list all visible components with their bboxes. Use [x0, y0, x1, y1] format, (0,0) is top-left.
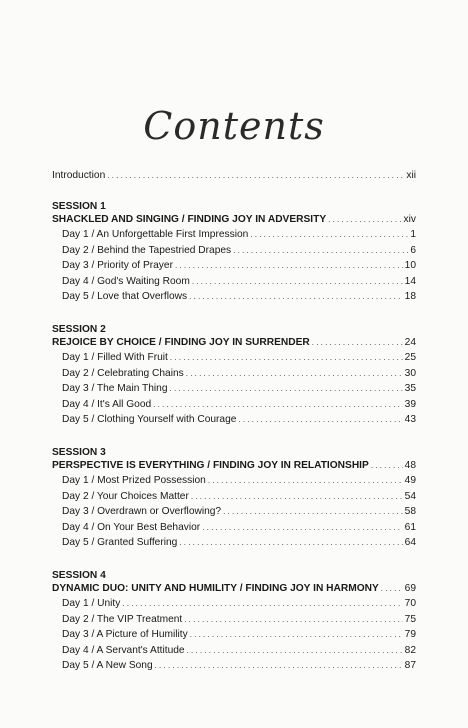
entry-label: Day 4 / A Servant's Attitude [62, 644, 185, 656]
section-spacer [52, 553, 416, 568]
page-title: Contents [143, 104, 325, 148]
entry-page-number: 61 [404, 521, 416, 533]
entry-label: Day 2 / The VIP Treatment [62, 613, 183, 625]
leader-dots [170, 383, 403, 394]
session-block [52, 568, 416, 676]
toc-entry-day [52, 629, 416, 645]
entry-label: Day 5 / A New Song [62, 660, 153, 671]
entry-page-number: 39 [404, 398, 416, 410]
leader-dots [223, 506, 403, 517]
entry-page-number: 79 [404, 629, 416, 640]
entry-label: Day 4 / God's Waiting Room [62, 275, 190, 287]
session-title [52, 583, 416, 599]
session-title [52, 214, 416, 230]
leader-dots [192, 276, 403, 287]
entry-label: SHACKLED AND SINGING / FINDING JOY IN ADVERSITY [52, 213, 327, 225]
session-block [52, 322, 416, 430]
leader-dots [250, 229, 408, 240]
entry-page-number: 54 [404, 490, 416, 502]
leader-dots [371, 460, 403, 471]
toc-entry-day [52, 352, 416, 368]
entry-label: Day 3 / A Picture of Humility [62, 629, 188, 640]
toc-entry-day [52, 491, 416, 507]
toc-entry-day [52, 276, 416, 292]
entry-page-number: 64 [404, 537, 416, 548]
entry-page-number: 6 [410, 244, 416, 256]
toc-entry-day [52, 660, 416, 676]
session-label: SESSION 1 [52, 200, 106, 212]
entry-page-number: xiv [403, 213, 416, 225]
entry-page-number: xii [406, 170, 416, 181]
entry-label: Day 3 / Priority of Prayer [62, 260, 173, 271]
session-label: SESSION 4 [52, 569, 106, 581]
entry-page-number: 87 [404, 660, 416, 671]
toc-entry-day [52, 522, 416, 538]
toc-entry-day [52, 260, 416, 276]
entry-page-number: 49 [404, 475, 416, 486]
toc-entry-day [52, 368, 416, 384]
leader-dots [184, 614, 402, 625]
entry-label: Day 1 / Most Prized Possession [62, 475, 206, 486]
entry-page-number: 1 [410, 229, 416, 240]
leader-dots [153, 399, 403, 410]
entry-label: Day 2 / Celebrating Chains [62, 367, 184, 379]
leader-dots [179, 537, 402, 548]
leader-dots [233, 245, 408, 256]
entry-label: PERSPECTIVE IS EVERYTHING / FINDING JOY IN RELATIONSHIP [52, 459, 369, 471]
leader-dots [312, 337, 403, 348]
session-label: SESSION 3 [52, 446, 106, 458]
toc-entry-day [52, 475, 416, 491]
entry-label: Day 3 / The Main Thing [62, 383, 168, 394]
entry-page-number: 75 [404, 613, 416, 625]
entry-page-number: 70 [404, 598, 416, 609]
session-title [52, 337, 416, 353]
entry-page-number: 24 [404, 336, 416, 348]
toc-entry-day [52, 383, 416, 399]
leader-dots [170, 352, 403, 363]
entry-label: Day 5 / Clothing Yourself with Courage [62, 414, 237, 425]
entry-page-number: 43 [404, 414, 416, 425]
leader-dots [107, 170, 404, 181]
entry-label: Day 2 / Your Choices Matter [62, 490, 189, 502]
entry-page-number: 30 [404, 367, 416, 379]
toc-entry-day [52, 229, 416, 245]
entry-page-number: 69 [404, 582, 416, 594]
entry-label: Day 4 / It's All Good [62, 398, 152, 410]
session-block [52, 199, 416, 307]
leader-dots [191, 491, 403, 502]
entry-label: DYNAMIC DUO: UNITY AND HUMILITY / FINDING JOY IN HARMONY [52, 582, 379, 594]
leader-dots [189, 291, 403, 302]
section-spacer [52, 186, 416, 199]
toc-entry-day [52, 291, 416, 307]
session-label: SESSION 2 [52, 323, 106, 335]
leader-dots [175, 260, 403, 271]
entry-label: Day 2 / Behind the Tapestried Drapes [62, 244, 232, 256]
entry-label: Day 5 / Love that Overflows [62, 291, 188, 302]
toc-entry-day [52, 537, 416, 553]
entry-page-number: 82 [404, 644, 416, 656]
toc-entry-day [52, 414, 416, 430]
leader-dots [238, 414, 402, 425]
leader-dots [190, 629, 403, 640]
leader-dots [381, 583, 403, 594]
entry-label: Day 4 / On Your Best Behavior [62, 521, 201, 533]
entry-label: Day 5 / Granted Suffering [62, 537, 178, 548]
leader-dots [202, 522, 402, 533]
entry-page-number: 18 [404, 291, 416, 302]
leader-dots [208, 475, 403, 486]
entry-page-number: 25 [404, 352, 416, 363]
toc-entry-introduction [52, 170, 416, 186]
entry-label: Day 1 / Filled With Fruit [62, 352, 168, 363]
toc-entry-day [52, 245, 416, 261]
entry-label: Introduction [52, 170, 106, 181]
entry-page-number: 35 [404, 383, 416, 394]
sessions-list [52, 186, 416, 676]
session-block [52, 445, 416, 553]
leader-dots [186, 368, 403, 379]
entry-label: Day 1 / An Unforgettable First Impression [62, 229, 249, 240]
section-spacer [52, 307, 416, 322]
entry-page-number: 14 [404, 275, 416, 287]
table-of-contents [52, 170, 416, 676]
toc-entry-day [52, 614, 416, 630]
leader-dots [122, 598, 402, 609]
section-spacer [52, 430, 416, 445]
session-title [52, 460, 416, 476]
entry-page-number: 58 [404, 506, 416, 517]
entry-page-number: 48 [404, 459, 416, 471]
entry-label: Day 1 / Unity [62, 598, 121, 609]
entry-label: Day 3 / Overdrawn or Overflowing? [62, 506, 222, 517]
toc-entry-day [52, 598, 416, 614]
leader-dots [187, 645, 403, 656]
leader-dots [155, 660, 403, 671]
toc-entry-day [52, 506, 416, 522]
leader-dots [328, 214, 401, 225]
entry-label: REJOICE BY CHOICE / FINDING JOY IN SURRENDER [52, 336, 310, 348]
toc-entry-day [52, 645, 416, 661]
entry-page-number: 10 [404, 260, 416, 271]
toc-entry-day [52, 399, 416, 415]
